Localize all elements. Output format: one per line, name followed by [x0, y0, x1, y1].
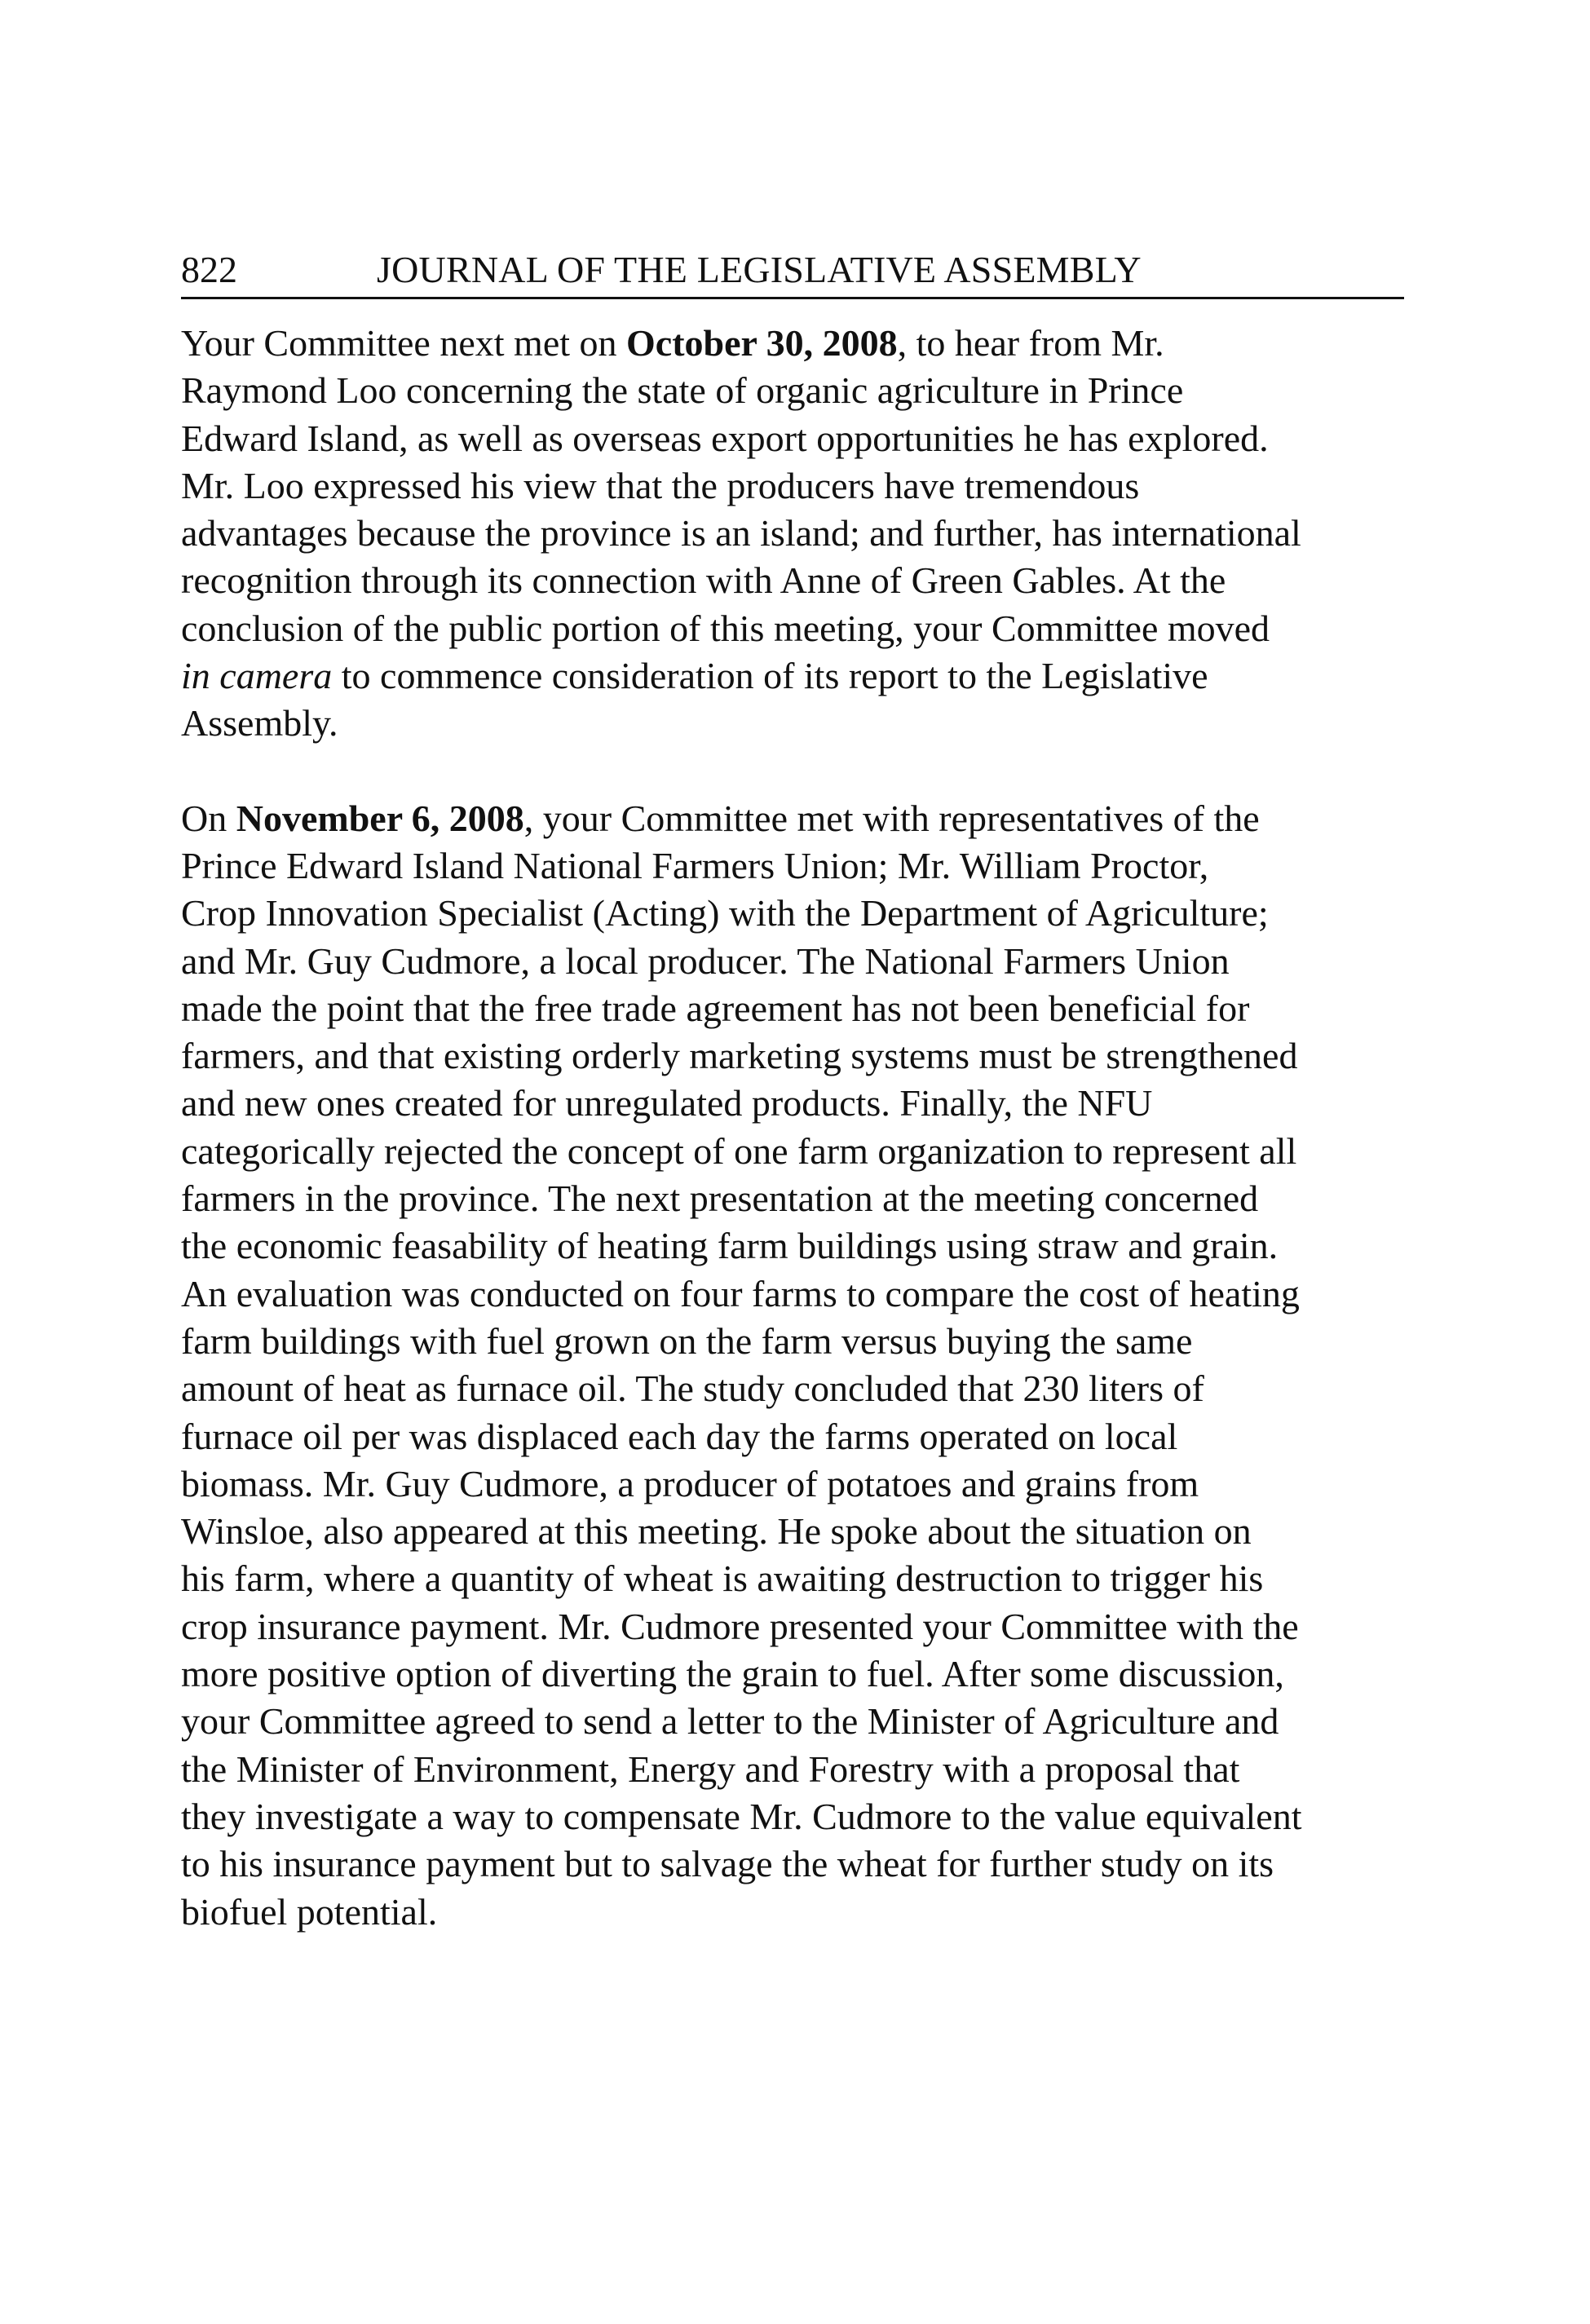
text-run: , to hear from Mr. — [897, 322, 1164, 364]
text-line: made the point that the free trade agreement has not been beneficial for — [181, 987, 1250, 1029]
text-line: they investigate a way to compensate Mr. Cudmore to the value equivalent — [181, 1795, 1302, 1837]
text-line: categorically rejected the concept of one farm organization to represent all — [181, 1129, 1297, 1172]
meeting-date: October 30, 2008 — [626, 322, 898, 364]
text-line: Winsloe, also appeared at this meeting. He spoke about the situation on — [181, 1510, 1252, 1553]
text-line: biofuel potential. — [181, 1890, 438, 1933]
text-line: farmers in the province. The next presentation at the meeting concerned — [181, 1177, 1259, 1220]
body-text — [181, 320, 1412, 1936]
text-line: and new ones created for unregulated products. Finally, the NFU — [181, 1082, 1153, 1124]
text-line: your Committee agreed to send a letter to the Minister of Agriculture and — [181, 1700, 1279, 1743]
text-line: farm buildings with fuel grown on the farm versus buying the same — [181, 1319, 1193, 1362]
text-line — [181, 652, 1412, 700]
text-line: An evaluation was conducted on four farms to compare the cost of heating — [181, 1272, 1300, 1314]
text-run: , your Committee met with representatives of the — [523, 797, 1260, 839]
text-line: his farm, where a quantity of wheat is awaiting destruction to trigger his — [181, 1557, 1264, 1600]
text-line: Assembly. — [181, 702, 338, 744]
text-line — [181, 795, 1412, 842]
text-line: recognition through its connection with Anne of Green Gables. At the — [181, 559, 1226, 602]
text-run: On — [181, 797, 236, 839]
text-line: furnace oil per was displaced each day the farms operated on local — [181, 1415, 1178, 1457]
text-line: Edward Island, as well as overseas export opportunities he has explored. — [181, 417, 1269, 459]
page-number: 822 — [181, 249, 237, 290]
meeting-date: November 6, 2008 — [236, 797, 524, 839]
text-line: Prince Edward Island National Farmers Union; Mr. William Proctor, — [181, 844, 1209, 886]
text-line: amount of heat as furnace oil. The study concluded that 230 liters of — [181, 1367, 1204, 1410]
text-line: biomass. Mr. Guy Cudmore, a producer of potatoes and grains from — [181, 1462, 1199, 1504]
text-line: farmers, and that existing orderly marketing systems must be strengthened — [181, 1035, 1298, 1077]
text-line: Mr. Loo expressed his view that the producers have tremendous — [181, 464, 1140, 506]
text-line: to his insurance payment but to salvage the wheat for further study on its — [181, 1843, 1274, 1885]
latin-term: in camera — [181, 655, 333, 697]
text-line: the economic feasability of heating farm buildings using straw and grain. — [181, 1225, 1279, 1267]
text-line: Crop Innovation Specialist (Acting) with the Department of Agriculture; — [181, 892, 1269, 934]
text-line: conclusion of the public portion of this meeting, your Committee moved — [181, 607, 1270, 649]
page-header — [181, 243, 1404, 299]
paragraph-november-6-meeting — [181, 795, 1412, 1936]
text-line: crop insurance payment. Mr. Cudmore presented your Committee with the — [181, 1605, 1299, 1647]
text-line: the Minister of Environment, Energy and Forestry with a proposal that — [181, 1747, 1240, 1790]
text-line: and Mr. Guy Cudmore, a local producer. The National Farmers Union — [181, 939, 1230, 982]
text-run: to commence consideration of its report to the Legislative — [332, 655, 1208, 697]
text-line: more positive option of diverting the grain to fuel. After some discussion, — [181, 1653, 1284, 1695]
text-run: Your Committee next met on — [181, 322, 627, 364]
text-line — [181, 320, 1412, 367]
paragraph-october-30-meeting — [181, 320, 1412, 748]
text-line: advantages because the province is an island; and further, has international — [181, 512, 1301, 554]
text-line: Raymond Loo concerning the state of organic agriculture in Prince — [181, 369, 1184, 412]
running-title: JOURNAL OF THE LEGISLATIVE ASSEMBLY — [377, 249, 1142, 290]
